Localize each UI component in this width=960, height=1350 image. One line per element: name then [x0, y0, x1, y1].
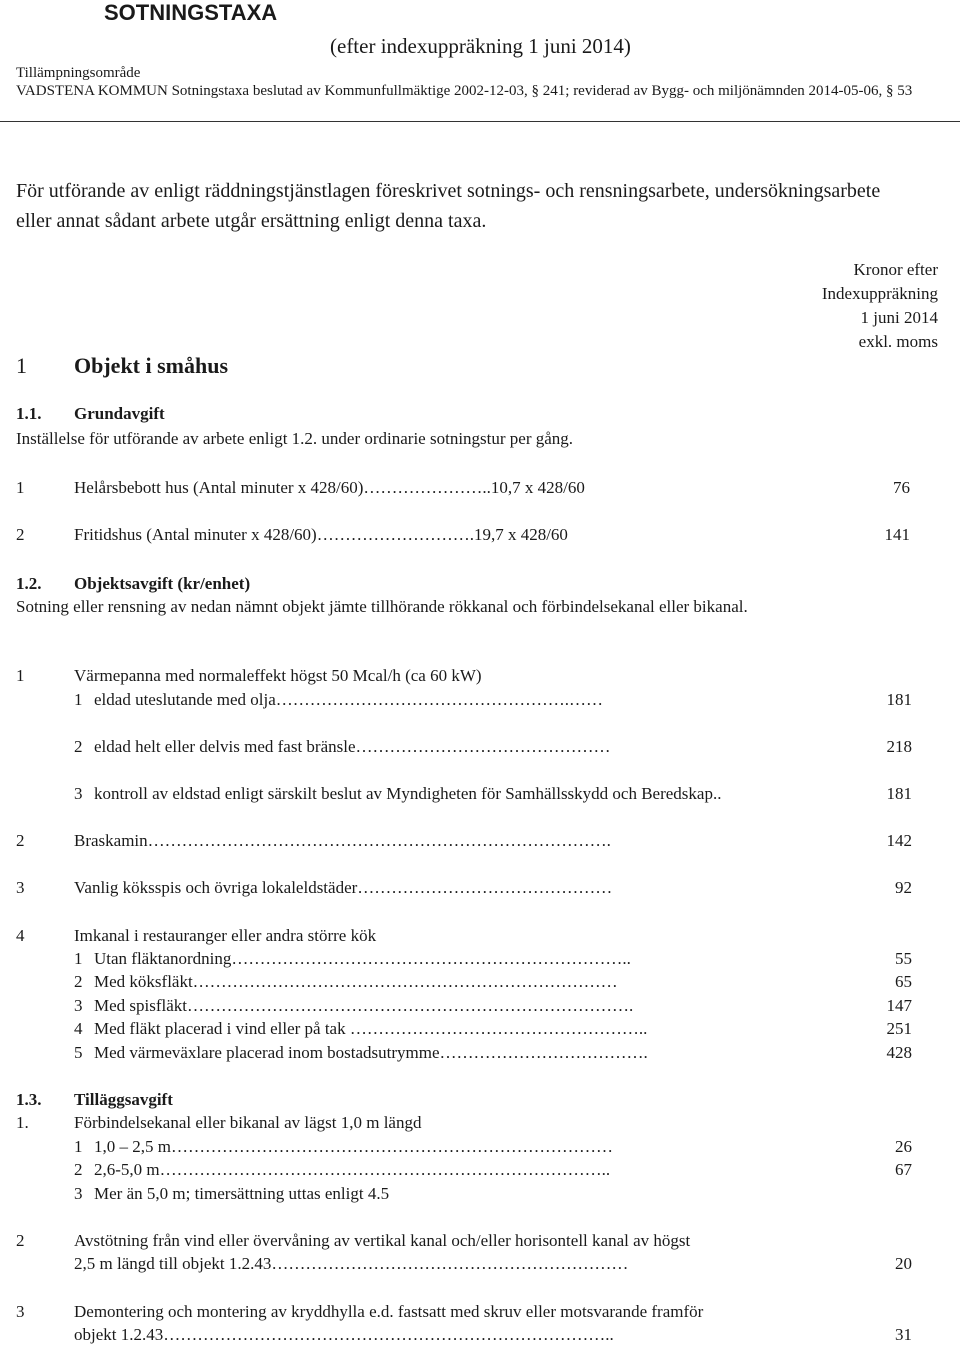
item-number: 2 — [16, 1231, 25, 1250]
subsection-number: 1.1. — [16, 404, 42, 423]
item-text: Avstötning från vind eller övervåning av vertikal kanal och/eller horisontell kanal av högst — [74, 1231, 691, 1250]
subsection-number: 1.3. — [16, 1090, 42, 1109]
price-column-header — [822, 258, 938, 354]
item-price: 141 — [884, 525, 910, 544]
subitem-number: 3 — [74, 784, 83, 803]
item-text: Mer än 5,0 m; timersättning uttas enligt 4.5 — [94, 1184, 390, 1203]
scope-text: VADSTENA KOMMUN Sotningstaxa beslutad av Kommunfullmäktige 2002-12-03, § 241; reviderad av Bygg- och miljönämnden 2014-05-06, § 53 — [16, 83, 913, 99]
header-divider — [0, 121, 960, 122]
section-number: 1 — [16, 353, 27, 378]
item-text: 2,6-5,0 m…………………………………………………………………….. — [94, 1160, 611, 1179]
item-price: 31 — [895, 1325, 912, 1344]
item-text: 2,5 m längd till objekt 1.2.43……………………………………………………… — [74, 1254, 629, 1273]
item-price: 181 — [886, 784, 912, 803]
item-price: 218 — [886, 737, 912, 756]
item-text: 1,0 – 2,5 m…………………………………………………………………… — [94, 1137, 613, 1156]
subitem-number: 3 — [74, 996, 83, 1015]
item-number: 3 — [16, 1302, 25, 1321]
subitem-number: 2 — [74, 737, 83, 756]
subitem-number: 1 — [74, 949, 83, 968]
item-text: eldad uteslutande med olja…………………………………………….…… — [94, 690, 603, 709]
column-header-line: exkl. moms — [858, 332, 938, 351]
item-text: Värmepanna med normaleffekt högst 50 Mcal/h (ca 60 kW) — [74, 666, 482, 685]
document-title: SOTNINGSTAXA — [104, 0, 278, 25]
item-text: Helårsbebott hus (Antal minuter x 428/60)…………………..10,7 x 428/60 — [74, 478, 585, 497]
scope-label: Tillämpningsområde — [16, 65, 141, 81]
document-subtitle: (efter indexuppräkning 1 juni 2014) — [330, 34, 631, 58]
subsection-title: Tilläggsavgift — [74, 1090, 173, 1109]
item-text: Demontering och montering av kryddhylla e.d. fastsatt med skruv eller motsvarande framför — [74, 1302, 704, 1321]
item-text: Med köksfläkt………………………………………………………………… — [94, 972, 618, 991]
item-number: 2 — [16, 831, 25, 850]
item-number: 1 — [16, 666, 25, 685]
item-number: 3 — [16, 878, 25, 897]
column-header-line: 1 juni 2014 — [860, 308, 938, 327]
item-text: Med fläkt placerad i vind eller på tak …………………………………………….. — [94, 1019, 648, 1038]
subsection-description: Sotning eller rensning av nedan nämnt objekt jämte tillhörande rökkanal och förbindelsekanal eller bikanal. — [16, 597, 748, 616]
section-title: Objekt i småhus — [74, 353, 229, 378]
item-text: Med spisfläkt……………………………………………………………………. — [94, 996, 634, 1015]
item-number: 2 — [16, 525, 25, 544]
item-price: 142 — [886, 831, 912, 850]
subitem-number: 5 — [74, 1043, 83, 1062]
subitem-number: 1 — [74, 1137, 83, 1156]
item-price: 20 — [895, 1254, 912, 1273]
subitem-number: 2 — [74, 972, 83, 991]
item-text: Fritidshus (Antal minuter x 428/60)……………………….19,7 x 428/60 — [74, 525, 568, 544]
item-text: Förbindelsekanal eller bikanal av lägst 1,0 m längd — [74, 1113, 422, 1132]
item-text: Med värmeväxlare placerad inom bostadsutrymme………………………………. — [94, 1043, 648, 1062]
subitem-number: 2 — [74, 1160, 83, 1179]
subitem-number: 4 — [74, 1019, 83, 1038]
item-price: 26 — [895, 1137, 912, 1156]
intro-paragraph: För utförande av enligt räddningstjänstlagen föreskrivet sotnings- och rensningsarbete, undersökningsarbete eller annat sådant arbete utgår ersättning enligt denna taxa. — [16, 180, 881, 232]
item-text: Utan fläktanordning…………………………………………………………….. — [94, 949, 631, 968]
column-header-line: Kronor efter — [853, 260, 938, 279]
item-price: 147 — [886, 996, 912, 1015]
item-price: 251 — [886, 1019, 912, 1038]
item-price: 67 — [895, 1160, 912, 1179]
column-header-line: Indexuppräkning — [821, 284, 938, 303]
subsection-number: 1.2. — [16, 574, 42, 593]
subitem-number: 1 — [74, 690, 83, 709]
item-text: Braskamin………………………………………………………………………. — [74, 831, 611, 850]
item-number: 4 — [16, 926, 25, 945]
subsection-title: Grundavgift — [74, 404, 165, 423]
subsection-title: Objektsavgift (kr/enhet) — [74, 574, 251, 593]
item-price: 65 — [895, 972, 912, 991]
subsection-description: Inställelse för utförande av arbete enligt 1.2. under ordinarie sotningstur per gång. — [16, 429, 574, 448]
item-price: 76 — [893, 478, 910, 497]
item-price: 55 — [895, 949, 912, 968]
item-price: 428 — [886, 1043, 912, 1062]
item-price: 181 — [886, 690, 912, 709]
item-text: Imkanal i restauranger eller andra större kök — [74, 926, 377, 945]
subitem-number: 3 — [74, 1184, 83, 1203]
item-text: Vanlig köksspis och övriga lokaleldstäder……………………………………… — [74, 878, 613, 897]
item-text: eldad helt eller delvis med fast bränsle……………………………………… — [94, 737, 611, 756]
item-number: 1 — [16, 478, 25, 497]
item-text: objekt 1.2.43…………………………………………………………………….. — [74, 1325, 614, 1344]
item-text: kontroll av eldstad enligt särskilt beslut av Myndigheten för Samhällsskydd och Beredskap.. — [94, 784, 722, 803]
item-price: 92 — [895, 878, 912, 897]
item-number: 1. — [16, 1113, 29, 1132]
